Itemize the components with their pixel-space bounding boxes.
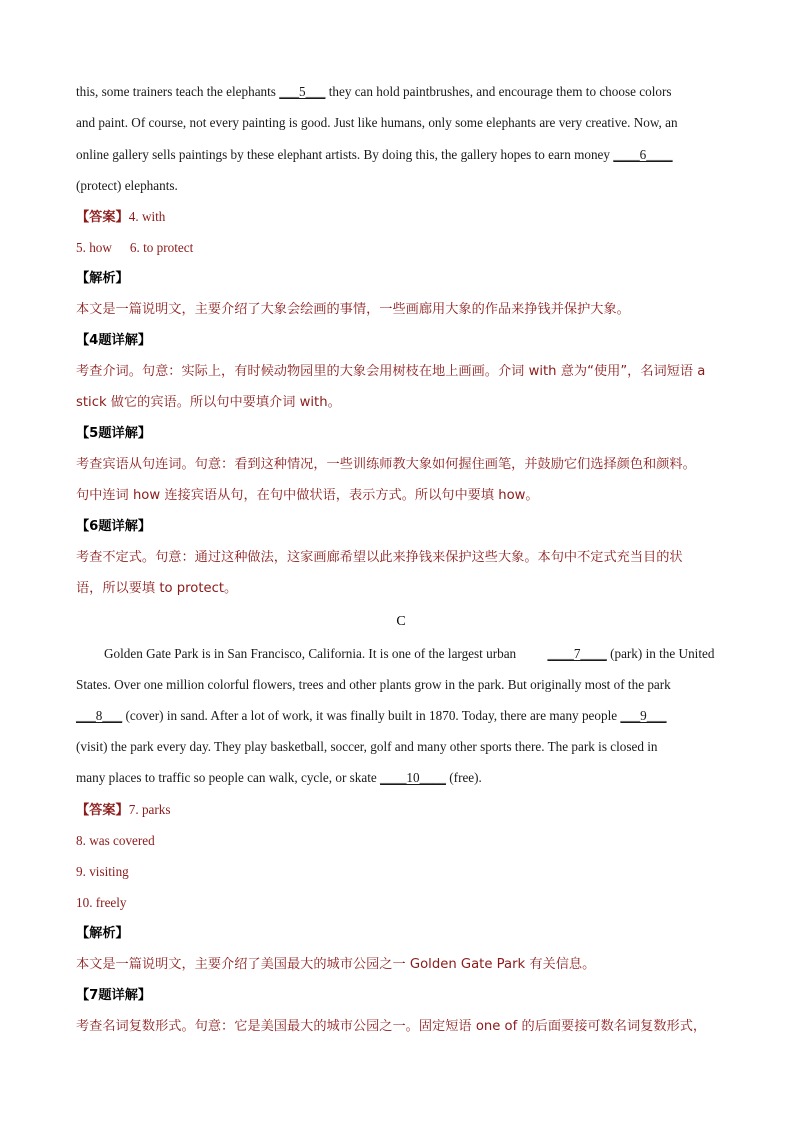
passage-b-line-2: and paint. Of course, not every painting is good. Just like humans, only some elephants are very creative. Now, an <box>76 115 678 130</box>
q5-explanation-2: 句中连词 how 连接宾语从句，在句中做状语，表示方式。所以句中要填 how。 <box>76 488 539 503</box>
answers-b-line-2: 5. how 6. to protect <box>76 240 194 255</box>
answer-label: 【答案】 <box>76 803 129 818</box>
analysis-c-summary: 本文是一篇说明文，主要介绍了美国最大的城市公园之一 Golden Gate Park 有关信息。 <box>76 957 596 972</box>
answers-b-line: 【答案】4. with <box>76 209 166 225</box>
blank-10: ____10____ <box>380 770 446 785</box>
blank-5: ___5___ <box>279 84 326 99</box>
passage-c-line-2: States. Over one million colorful flowers, trees and other plants grow in the park. But originally most of the park <box>76 677 671 692</box>
answer-9: 9. visiting <box>76 864 129 879</box>
q7-explanation-1: 考查名词复数形式。句意：它是美国最大的城市公园之一。固定短语 one of 的后面要接可数名词复数形式， <box>76 1019 707 1034</box>
passage-c-line-3: ___8___ (cover) in sand. After a lot of work, it was finally built in 1870. Today, there are many people ___9___ <box>76 706 726 726</box>
q6-explanation-2: 语，所以要填 to protect。 <box>76 581 238 596</box>
answer-8: 8. was covered <box>76 833 155 848</box>
q6-explanation-1: 考查不定式。句意：通过这种做法，这家画廊希望以此来挣钱来保护这些大象。本句中不定式充当目的状 <box>76 550 683 565</box>
passage-b-line-3: online gallery sells paintings by these elephant artists. By doing this, the gallery hopes to earn money ____6____ <box>76 145 726 165</box>
passage-c-line-1: Golden Gate Park is in San Francisco, California. It is one of the largest urban ____7____ (park) in the United <box>76 644 726 664</box>
passage-b-line-1: this, some trainers teach the elephants ___5___ they can hold paintbrushes, and encourage them to choose colors <box>76 82 726 102</box>
passage-c-line-5: many places to traffic so people can walk, cycle, or skate ____10____ (free). <box>76 768 726 788</box>
q6-label: 【6题详解】 <box>76 519 152 534</box>
analysis-b-summary: 本文是一篇说明文，主要介绍了大象会绘画的事情，一些画廊用大象的作品来挣钱并保护大象。 <box>76 302 630 317</box>
q5-label: 【5题详解】 <box>76 426 152 441</box>
q4-explanation-2: stick 做它的宾语。所以句中要填介词 with。 <box>76 395 341 410</box>
answer-10: 10. freely <box>76 895 127 910</box>
blank-6: ____6____ <box>613 147 673 162</box>
q7-label: 【7题详解】 <box>76 988 152 1003</box>
analysis-label: 【解析】 <box>76 926 129 941</box>
blank-8: ___8___ <box>76 708 123 723</box>
passage-c-line-4: (visit) the park every day. They play basketball, soccer, golf and many other sports there. The park is closed in <box>76 739 658 754</box>
section-c-heading: C <box>396 614 406 629</box>
blank-9: ___9___ <box>620 708 667 723</box>
answer-label: 【答案】 <box>76 210 129 225</box>
passage-b-line-4: (protect) elephants. <box>76 178 178 193</box>
q4-explanation-1: 考查介词。句意：实际上，有时候动物园里的大象会用树枝在地上画画。介词 with 意为“使用”，名词短语 a <box>76 364 706 379</box>
answers-c-line: 【答案】7. parks <box>76 802 171 818</box>
q4-label: 【4题详解】 <box>76 333 152 348</box>
q5-explanation-1: 考查宾语从句连词。句意：看到这种情况，一些训练师教大象如何握住画笔，并鼓励它们选择颜色和颜料。 <box>76 457 696 472</box>
blank-7: ____7____ <box>547 646 607 661</box>
analysis-label: 【解析】 <box>76 271 129 286</box>
